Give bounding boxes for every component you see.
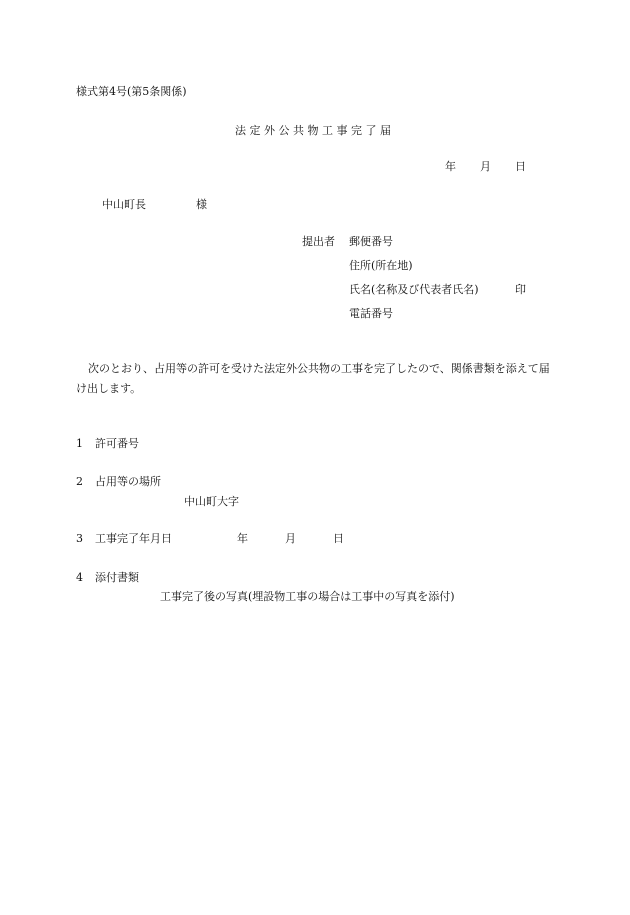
submitter-postal-code: 郵便番号 <box>349 235 393 248</box>
item-number: 4 <box>76 571 83 584</box>
date-year-label: 年 <box>445 160 456 173</box>
item-number: 2 <box>76 475 83 488</box>
completion-month-label: 月 <box>285 532 296 545</box>
submitter-address: 住所(所在地) <box>349 259 413 272</box>
document-title: 法 定 外 公 共 物 工 事 完 了 届 <box>235 124 391 137</box>
item-value: 中山町大字 <box>184 495 239 508</box>
date-month-label: 月 <box>480 160 491 173</box>
completion-year-label: 年 <box>237 532 248 545</box>
submitter-seal: 印 <box>515 283 526 296</box>
item-label: 許可番号 <box>95 437 139 450</box>
completion-day-label: 日 <box>333 532 344 545</box>
item-number: 1 <box>76 437 83 450</box>
submitter-label: 提出者 <box>302 235 335 248</box>
body-paragraph: 次のとおり、占用等の許可を受けた法定外公共物の工事を完了したので、関係書類を添えて届け出します。 <box>76 362 550 395</box>
addressee-honorific: 様 <box>196 198 207 211</box>
item-number: 3 <box>76 532 83 545</box>
submitter-phone: 電話番号 <box>349 307 393 320</box>
form-number: 様式第4号(第5条関係) <box>76 85 187 98</box>
date-day-label: 日 <box>515 160 526 173</box>
item-label: 占用等の場所 <box>95 475 161 488</box>
addressee-name: 中山町長 <box>102 198 146 211</box>
item-label: 工事完了年月日 <box>95 532 172 545</box>
item-value: 工事完了後の写真(埋設物工事の場合は工事中の写真を添付) <box>160 590 455 603</box>
item-label: 添付書類 <box>95 571 139 584</box>
submitter-name: 氏名(名称及び代表者氏名) <box>349 283 479 296</box>
